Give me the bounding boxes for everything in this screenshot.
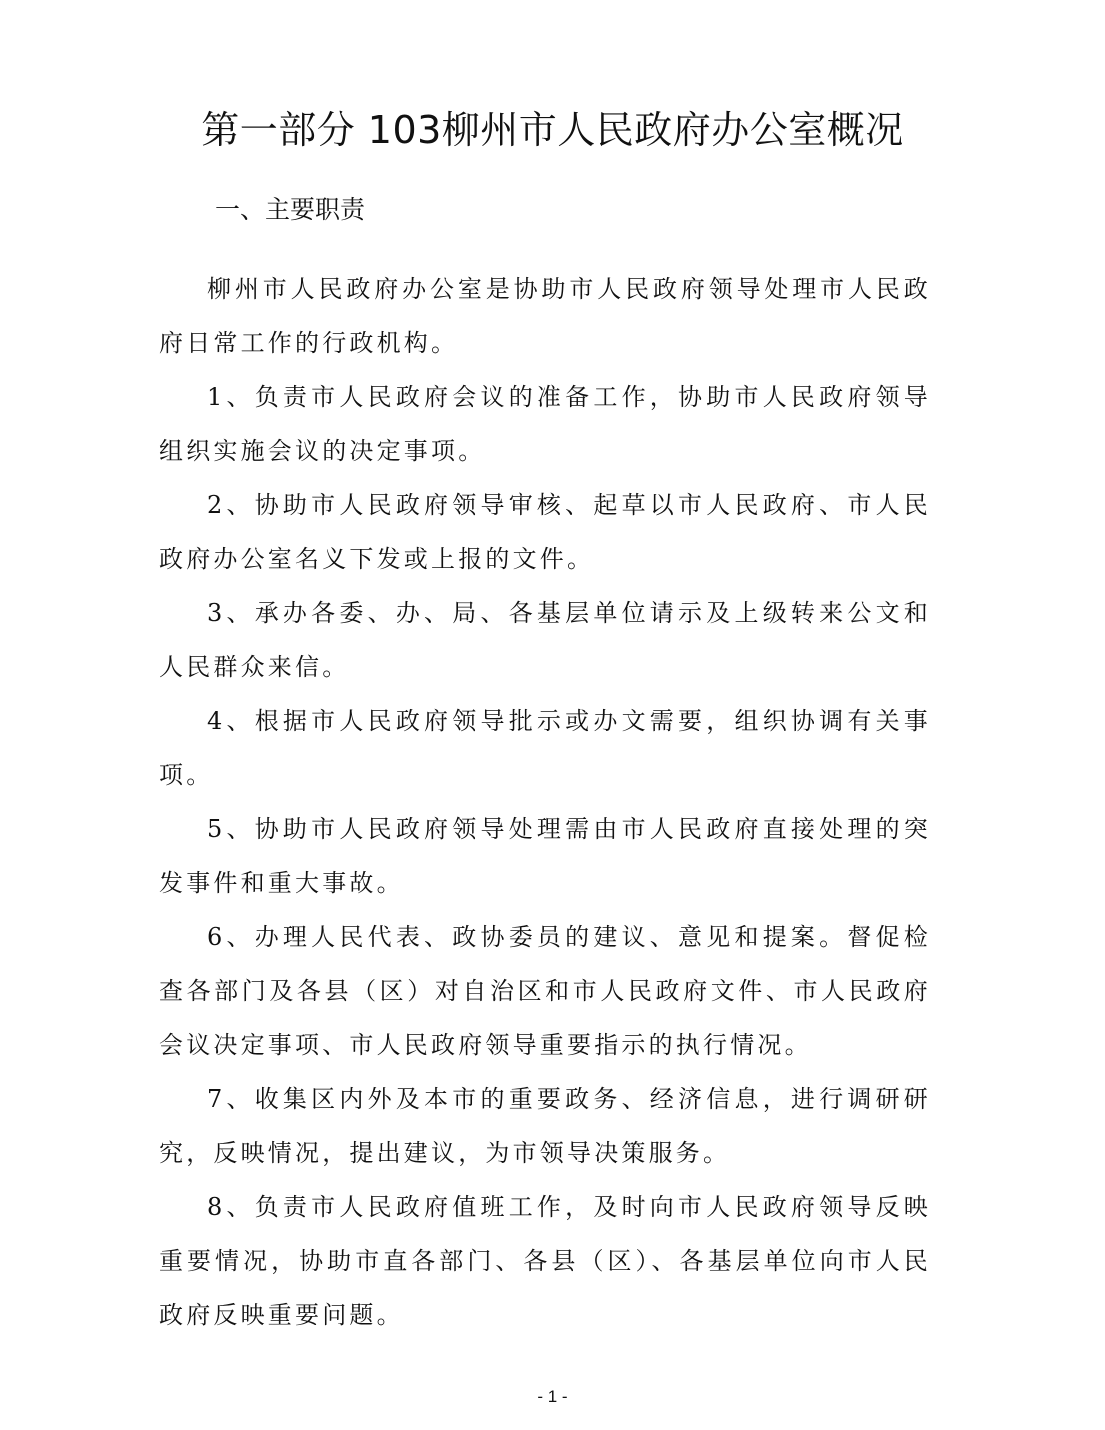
page-number: - 1 -	[537, 1387, 568, 1406]
paragraph-duty-4: 4、根据市人民政府领导批示或办文需要，组织协调有关事项。	[159, 707, 931, 789]
paragraph-duty-1: 1、负责市人民政府会议的准备工作，协助市人民政府领导组织实施会议的决定事项。	[159, 383, 931, 465]
paragraph-duty-2: 2、协助市人民政府领导审核、起草以市人民政府、市人民政府办公室名义下发或上报的文件。	[159, 491, 931, 573]
body-text	[159, 262, 931, 1342]
page-title: 第一部分 103柳州市人民政府办公室概况	[201, 108, 904, 152]
section-heading: 一、主要职责	[215, 195, 366, 224]
paragraph-duty-3: 3、承办各委、办、局、各基层单位请示及上级转来公文和人民群众来信。	[159, 599, 931, 681]
paragraph-duty-8: 8、负责市人民政府值班工作，及时向市人民政府领导反映重要情况，协助市直各部门、各县（区）、各基层单位向市人民政府反映重要问题。	[159, 1193, 931, 1329]
paragraph-duty-6: 6、办理人民代表、政协委员的建议、意见和提案。督促检查各部门及各县（区）对自治区和市人民政府文件、市人民政府会议决定事项、市人民政府领导重要指示的执行情况。	[159, 923, 931, 1059]
paragraph-intro: 柳州市人民政府办公室是协助市人民政府领导处理市人民政府日常工作的行政机构。	[159, 275, 931, 357]
paragraph-duty-5: 5、协助市人民政府领导处理需由市人民政府直接处理的突发事件和重大事故。	[159, 815, 931, 897]
paragraph-duty-7: 7、收集区内外及本市的重要政务、经济信息，进行调研研究，反映情况，提出建议，为市领导决策服务。	[159, 1085, 931, 1167]
